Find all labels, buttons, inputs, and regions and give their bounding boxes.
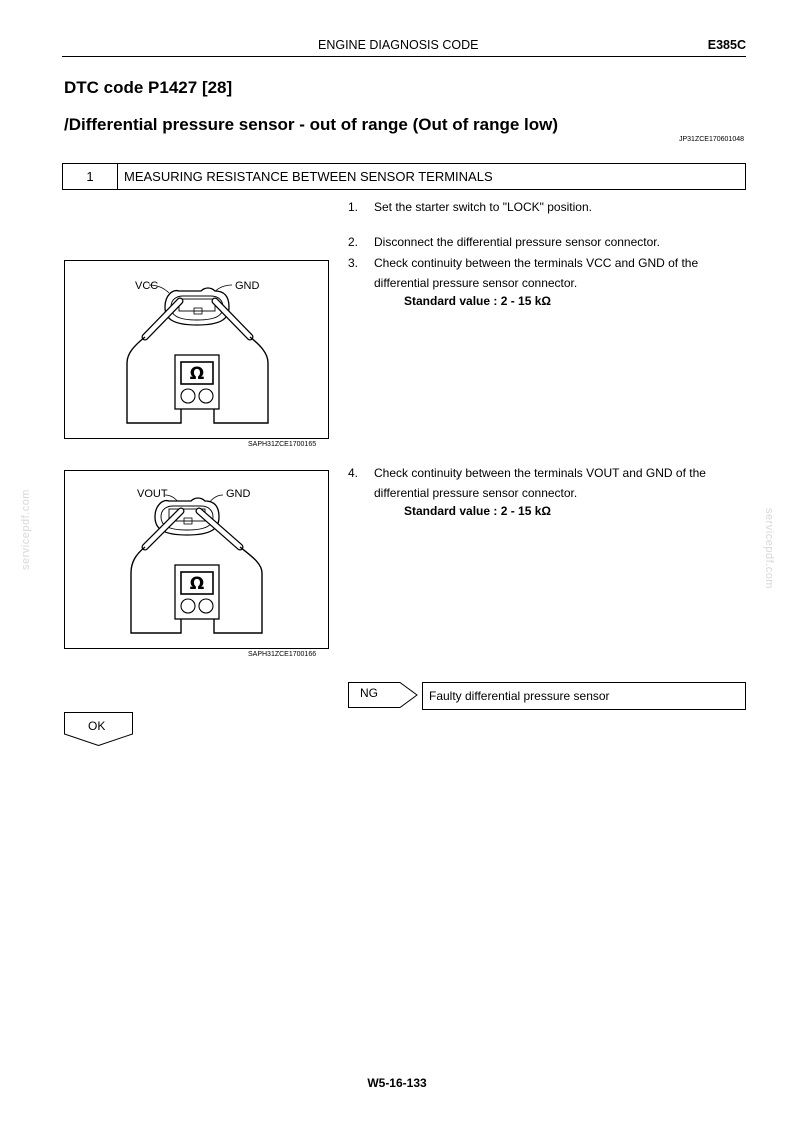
terminal-label-vcc: VCC (135, 280, 159, 292)
figure-caption: SAPH31ZCE1700165 (248, 441, 317, 448)
step-index: 2. (348, 235, 359, 249)
step-label: MEASURING RESISTANCE BETWEEN SENSOR TERMINALS (124, 169, 493, 184)
header-section-title: ENGINE DIAGNOSIS CODE (318, 38, 479, 52)
terminal-label-vout: VOUT (137, 488, 168, 500)
page-number: W5-16-133 (367, 1076, 427, 1090)
terminal-label-gnd: GND (235, 280, 260, 292)
ok-label: OK (88, 719, 106, 733)
figure-vout-gnd (64, 470, 329, 649)
standard-value: Standard value : 2 - 15 kΩ (404, 504, 552, 518)
dtc-title: DTC code P1427 [28] (64, 78, 233, 97)
step-bar (62, 163, 746, 190)
header-model-code: E385C (707, 38, 746, 52)
arrow-right-icon (348, 682, 418, 708)
ohm-symbol: Ω (189, 574, 205, 594)
step-text: Set the starter switch to "LOCK" position. (374, 200, 592, 214)
header-rule (62, 56, 746, 57)
step-text: Disconnect the differential pressure sensor connector. (374, 235, 660, 249)
step-index: 4. (348, 466, 359, 480)
watermark-right: servicepdf.com (763, 508, 775, 589)
step-text: Check continuity between the terminals VCC and GND of the differential pressure sensor connector. (374, 256, 699, 290)
wiring-diagram-1 (65, 261, 330, 440)
wiring-diagram-2 (65, 471, 330, 650)
step-index: 3. (348, 256, 359, 270)
step-index: 1. (348, 200, 359, 214)
ohm-symbol: Ω (189, 364, 205, 384)
step-text: Check continuity between the terminals VOUT and GND of the differential pressure sensor connector. (374, 466, 706, 500)
figure-vcc-gnd (64, 260, 329, 439)
standard-value: Standard value : 2 - 15 kΩ (404, 294, 552, 308)
figure-caption: SAPH31ZCE1700166 (248, 651, 317, 658)
ng-label: NG (360, 686, 378, 700)
dtc-subtitle: /Differential pressure sensor - out of range (Out of range low) (64, 115, 559, 134)
document-id: JP31ZCE170601048 (679, 136, 744, 143)
step-number: 1 (63, 164, 118, 189)
watermark-left: servicepdf.com (20, 489, 32, 570)
terminal-label-gnd: GND (226, 488, 251, 500)
ng-action-box: Faulty differential pressure sensor (422, 682, 746, 710)
